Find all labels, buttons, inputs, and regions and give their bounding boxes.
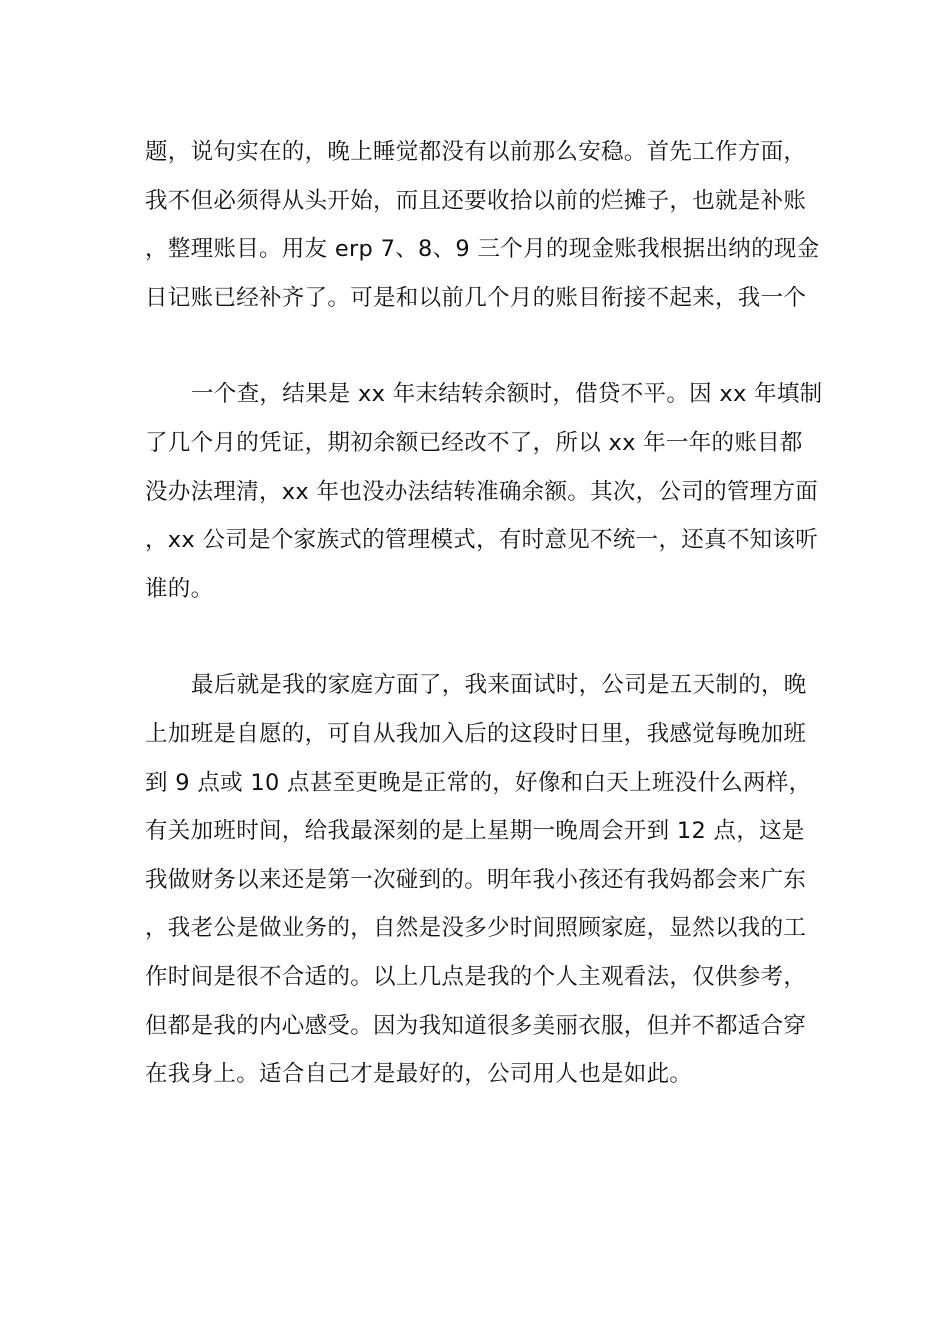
document-body bbox=[145, 128, 825, 1099]
paragraph-1: 题，说句实在的，晚上睡觉都没有以前那么安稳。首先工作方面，我不但必须得从头开始，而且还要收拾以前的烂摊子，也就是补账，整理账目。用友 erp 7、8、9 三个月的现金账我根据出纳的现金日记账已经补齐了。可是和以前几个月的账目衔接不起来，我一个 bbox=[145, 139, 820, 311]
paragraph-2: 一个查，结果是 xx 年末结转余额时，借贷不平。因 xx 年填制了几个月的凭证，期初余额已经改不了，所以 xx 年一年的账目都没办法理清，xx 年也没办法结转准确余额。其次，公司的管理方面，xx 公司是个家族式的管理模式，有时意见不统一，还真不知该听谁的。 bbox=[145, 381, 823, 602]
paragraph-3: 最后就是我的家庭方面了，我来面试时，公司是五天制的，晚上加班是自愿的，可自从我加入后的这段时日里，我感觉每晚加班到 9 点或 10 点甚至更晚是正常的，好像和白天上班没什么两样，有关加班时间，给我最深刻的是上星期一晚周会开到 12 点，这是我做财务以来还是第一次碰到的。明年我小孩还有我妈都会来广东，我老公是做业务的，自然是没多少时间照顾家庭，显然以我的工作时间是很不合适的。以上几点是我的个人主观看法，仅供参考，但都是我的内心感受。因为我知道很多美丽衣服，但并不都适合穿在我身上。适合自己才是最好的，公司用人也是如此。 bbox=[145, 672, 812, 1088]
